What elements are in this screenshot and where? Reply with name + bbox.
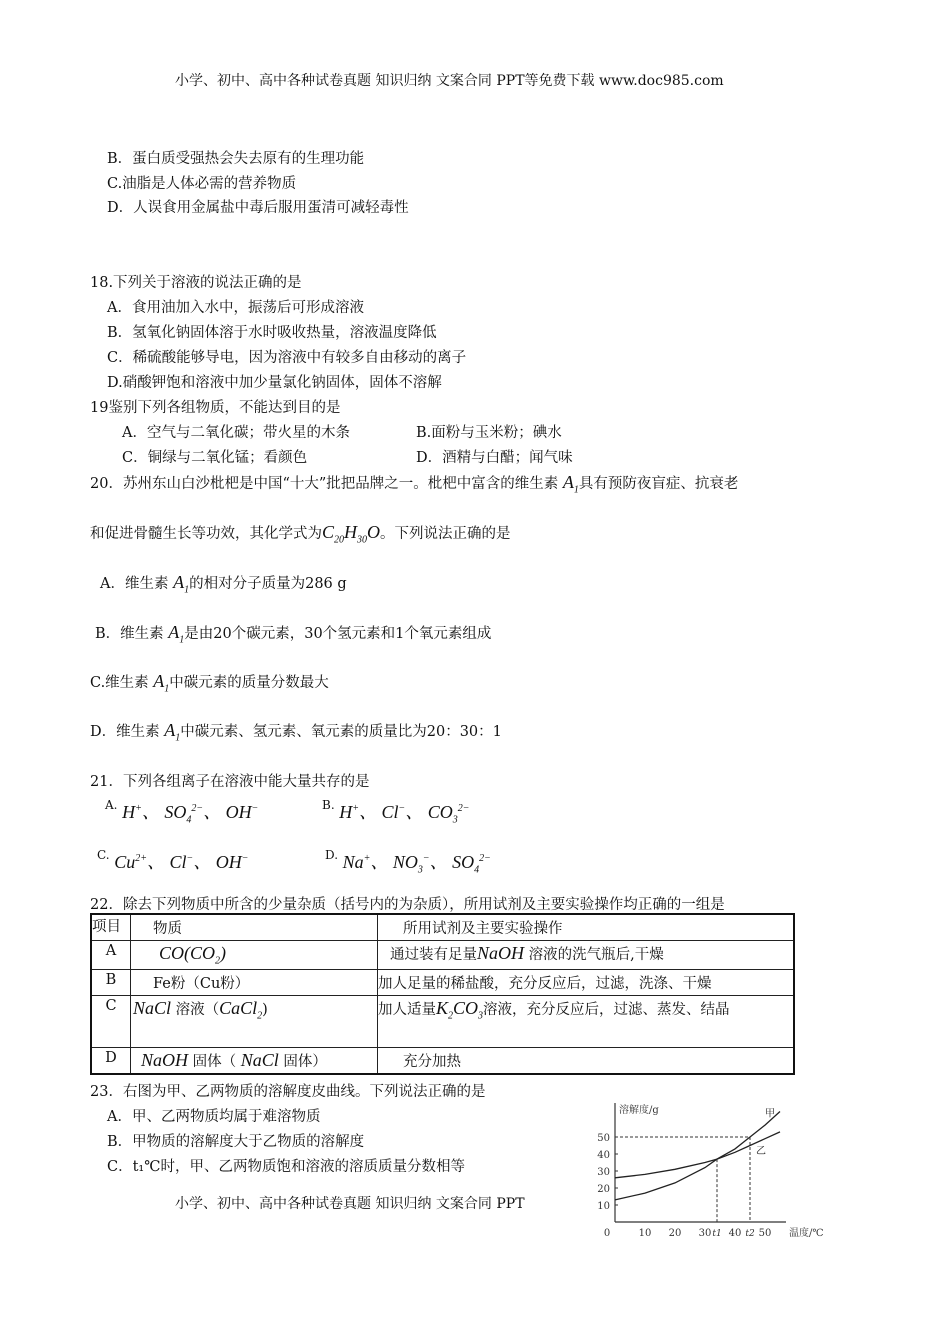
x-tick-label: t2 (745, 1229, 755, 1239)
y-tick-label: 50 (597, 1133, 610, 1144)
q23-stem: 23．右图为甲、乙两物质的溶解度皮曲线。下列说法正确的是 (90, 1084, 486, 1100)
x-tick-label: 40 (728, 1228, 742, 1239)
q20-option-a: A．维生素 $A_1$的相对分子质量为286 g (100, 572, 347, 596)
q19-stem: 19鉴别下列各组物质，不能达到目的是 (90, 400, 341, 416)
q21-option-b: $^{B.}$ H+、 Cl−、 $CO_3^{2-}$ (322, 798, 470, 826)
page-footer: 小学、初中、高中各种试卷真题 知识归纳 文案合同 PPT (175, 1196, 525, 1212)
q21-stem: 21．下列各组离子在溶液中能大量共存的是 (90, 774, 370, 790)
q20-option-c: C.维生素 $A_1$中碳元素的质量分数最大 (90, 671, 329, 695)
series-label: 甲 (765, 1108, 775, 1120)
table-row: A $CO(CO_2)$ 通过装有足量NaOH 溶液的洗气瓶后,干燥 (91, 941, 794, 970)
formula-a1: $A_1$ (562, 472, 579, 496)
q18-option-c: C．稀硫酸能够导电，因为溶液中有较多自由移动的离子 (107, 350, 467, 366)
q17-option-c: C.油脂是人体必需的营养物质 (107, 176, 297, 192)
x-tick-label: 10 (638, 1228, 652, 1239)
x-axis-label: 温度/℃ (789, 1228, 824, 1239)
q18-option-a: A．食用油加入水中，振荡后可形成溶液 (107, 300, 364, 316)
y-axis-label: 溶解度/g (619, 1105, 659, 1116)
q19-option-a: A．空气与二氧化碳；带火星的木条 (122, 425, 350, 441)
q17-option-b: B．蛋白质受强热会失去原有的生理功能 (107, 151, 365, 167)
q19-option-b: B.面粉与玉米粉；碘水 (416, 425, 562, 441)
q18-stem: 18.下列关于溶液的说法正确的是 (90, 275, 302, 291)
q18-option-b: B．氢氧化钠固体溶于水时吸收热量，溶液温度降低 (107, 325, 437, 341)
q20-option-b: B．维生素 $A_1$是由20个碳元素，30个氢元素和1个氧元素组成 (95, 622, 492, 646)
y-tick-label: 10 (597, 1201, 610, 1212)
series-label: 乙 (756, 1146, 766, 1157)
q23-option-b: B．甲物质的溶解度大于乙物质的溶解度 (107, 1134, 365, 1150)
x-tick-label: 0 (603, 1228, 611, 1239)
q22-table (90, 913, 795, 1075)
table-row: B Fe粉（Cu粉） 加人足量的稀盐酸，充分反应后，过滤，洗涤、干燥 (91, 969, 794, 995)
formula-c20h30o: $C_{20}H_{30}O$ (322, 522, 381, 546)
page-header: 小学、初中、高中各种试卷真题 知识归纳 文案合同 PPT等免费下载 www.doc985.com (175, 73, 724, 89)
q19-option-d: D．酒精与白醋；闻气味 (416, 450, 573, 466)
x-tick-label: t1 (712, 1229, 722, 1239)
q21-option-c: $^{C.}$ $Cu^{2+}$、 Cl−、 OH− (97, 848, 249, 872)
table-row: C NaCl 溶液（CaCl$_2$) 加人适量$K_2CO_3$溶液，充分反应后，过滤、蒸发、结晶 (91, 995, 794, 1047)
table-header-row: 项目 物质 所用试剂及主要实验操作 (91, 914, 794, 941)
q20-line2: 和促进骨髓生长等功效，其化学式为$C_{20}H_{30}O$。下列说法正确的是 (90, 522, 511, 546)
x-tick-label: 20 (668, 1228, 682, 1239)
q20-line1: 20．苏州东山白沙枇杷是中国“十大”批把品牌之一。枇杷中富含的维生素 $A_1$具有预防夜盲症、抗衰老 (90, 472, 739, 496)
q21-option-a: $^{A.}$ H+、 $SO_4^{2-}$、 OH− (105, 798, 259, 826)
q18-option-d: D.硝酸钾饱和溶液中加少量氯化钠固体，固体不溶解 (107, 375, 442, 391)
solubility-chart (585, 1095, 840, 1245)
y-tick-label: 40 (597, 1150, 610, 1161)
q17-option-d: D．人误食用金属盐中毒后服用蛋清可减轻毒性 (107, 200, 409, 216)
x-tick-label: 30 (698, 1228, 712, 1239)
y-tick-label: 30 (597, 1167, 610, 1178)
y-tick-label: 20 (597, 1184, 610, 1195)
q23-option-a: A．甲、乙两物质均属于难溶物质 (107, 1109, 321, 1125)
q21-option-d: $^{D.}$ Na+、 $NO_3^-$、 $SO_4^{2-}$ (325, 848, 491, 876)
q22-stem: 22．除去下列物质中所含的少量杂质（括号内的为杂质），所用试剂及主要实验操作均正确的一组是 (90, 897, 725, 913)
q23-option-c: C．t₁℃时，甲、乙两物质饱和溶液的溶质质量分数相等 (107, 1159, 465, 1175)
q19-option-c: C．铜绿与二氧化锰；看颜色 (122, 450, 308, 466)
x-tick-label: 50 (758, 1228, 772, 1239)
q20-option-d: D．维生素 $A_1$中碳元素、氢元素、氧元素的质量比为20：30：1 (90, 720, 502, 744)
table-row: D NaOH 固体（ NaCl 固体） 充分加热 (91, 1047, 794, 1074)
